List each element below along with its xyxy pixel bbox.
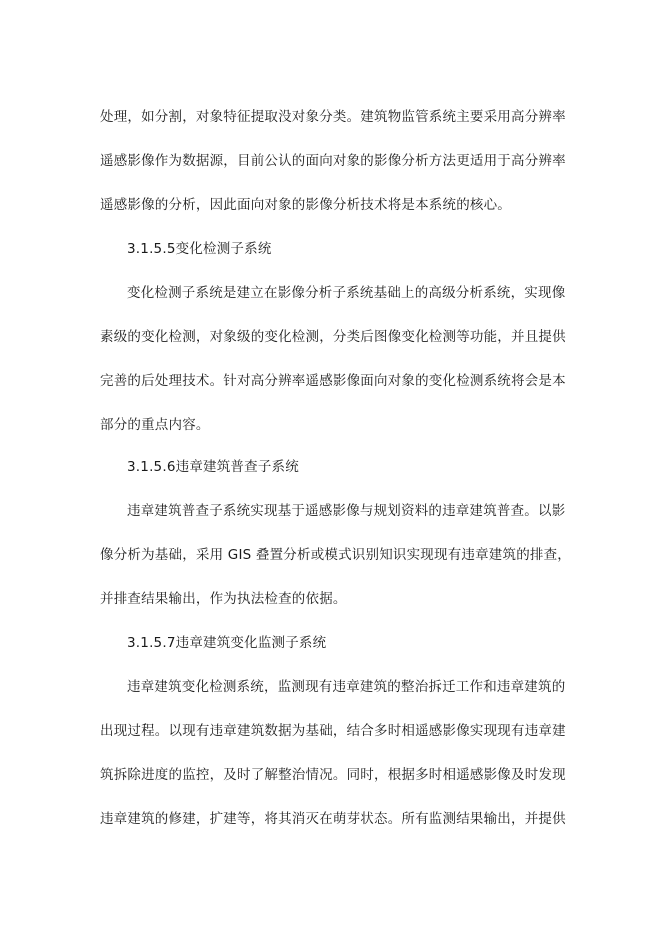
paragraph-line: 像分析为基础，采用 GIS 叠置分析或模式识别知识实现现有违章建筑的排查，	[100, 547, 571, 563]
section-heading: 3.1.5.5变化检测子系统	[127, 241, 272, 257]
section-heading: 3.1.5.6违章建筑普查子系统	[127, 459, 299, 475]
section-heading: 3.1.5.7违章建筑变化监测子系统	[127, 635, 327, 651]
paragraph-line: 违章建筑的修建，扩建等，将其消灭在萌芽状态。所有监测结果输出，并提供	[100, 811, 566, 827]
paragraph-line: 处理，如分割，对象特征提取没对象分类。建筑物监管系统主要采用高分辨率	[100, 109, 566, 125]
paragraph-line: 完善的后处理技术。针对高分辨率遥感影像面向对象的变化检测系统将会是本	[100, 373, 566, 389]
paragraph-line: 筑拆除进度的监控，及时了解整治情况。同时，根据多时相遥感影像及时发现	[100, 767, 566, 783]
paragraph-line: 违章建筑变化检测系统，监测现有违章建筑的整治拆迁工作和违章建筑的	[127, 679, 566, 695]
paragraph-line: 违章建筑普查子系统实现基于遥感影像与规划资料的违章建筑普查。以影	[127, 503, 566, 519]
paragraph-line: 素级的变化检测，对象级的变化检测，分类后图像变化检测等功能，并且提供	[100, 329, 566, 345]
paragraph-line: 出现过程。以现有违章建筑数据为基础，结合多时相遥感影像实现现有违章建	[100, 723, 566, 739]
paragraph-line: 变化检测子系统是建立在影像分析子系统基础上的高级分析系统，实现像	[127, 285, 566, 301]
paragraph-line: 遥感影像的分析，因此面向对象的影像分析技术将是本系统的核心。	[100, 197, 511, 213]
paragraph-line: 遥感影像作为数据源，目前公认的面向对象的影像分析方法更适用于高分辨率	[100, 153, 566, 169]
paragraph-line: 部分的重点内容。	[100, 417, 210, 433]
paragraph-line: 并排查结果输出，作为执法检查的依据。	[100, 591, 347, 607]
